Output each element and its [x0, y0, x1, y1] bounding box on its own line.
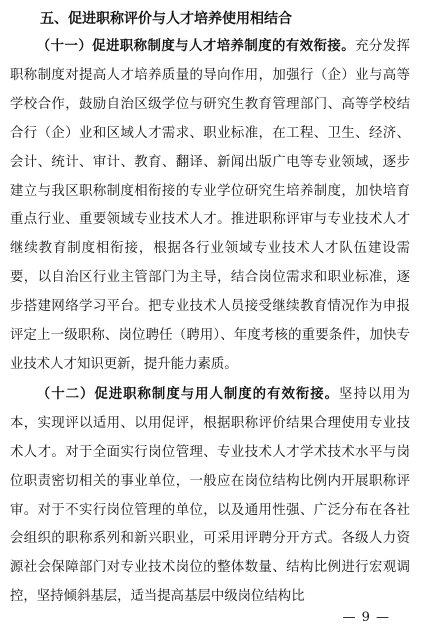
page-number: — 9 — [342, 610, 390, 625]
paragraph-12-body: 坚持以用为本，实现评以适用、以用促评，根据职称评价结果合理使用专业技术人才。对于全面实行岗位管理、专业技术人才学术技术水平与岗位职责密切相关的事业单位，一般应在岗位结构比例内开展职称评审。对于不实行岗位管理的单位，以及通用性强、广泛分布在各社会组织的职称系列和新兴职业，可采用评聘分开方式。各级人力资源社会保障部门对专业技术岗位的整体数量、结构比例进行宏观调控，坚持倾斜基层，适当提高基层中级岗位结构比 [10, 386, 411, 605]
paragraph-12-lead: （十二）促进职称制度与用人制度的有效衔接。 [36, 385, 340, 402]
paragraph-12 [10, 380, 410, 612]
paragraph-11-lead: （十一）促进职称制度与人才培养制度的有效衔接。 [36, 38, 356, 54]
paragraph-11-body: 充分发挥职称制度对提高人才培养质量的导向作用，加强行（企）业与高等学校合作，鼓励自治区级学位与研究生教育管理部门、高等学校结合行（企）业和区域人才需求、职业标准，在工程、卫生、经济、会计、统计、审计、教育、翻译、新闻出版广电等专业领域，逐步建立与我区职称制度相衔接的专业学位研究生培养制度，加快培育重点行业、重要领域专业技术人才。推进职称评审与专业技术人才继续教育制度相衔接，根据各行业领域专业技术人才队伍建设需要，以自治区行业主管部门为主导，结合岗位需求和职业标准，逐步搭建网络学习平台。把专业技术人员接受继续教育情况作为申报评定上一级职称、岗位聘任（聘用）、年度考核的重要条件，加快专业技术人才知识更新，提升能力素质。 [10, 39, 411, 372]
paragraph-11 [10, 32, 410, 380]
section-heading: 五、促进职称评价与人才培养使用相结合 [40, 11, 292, 27]
